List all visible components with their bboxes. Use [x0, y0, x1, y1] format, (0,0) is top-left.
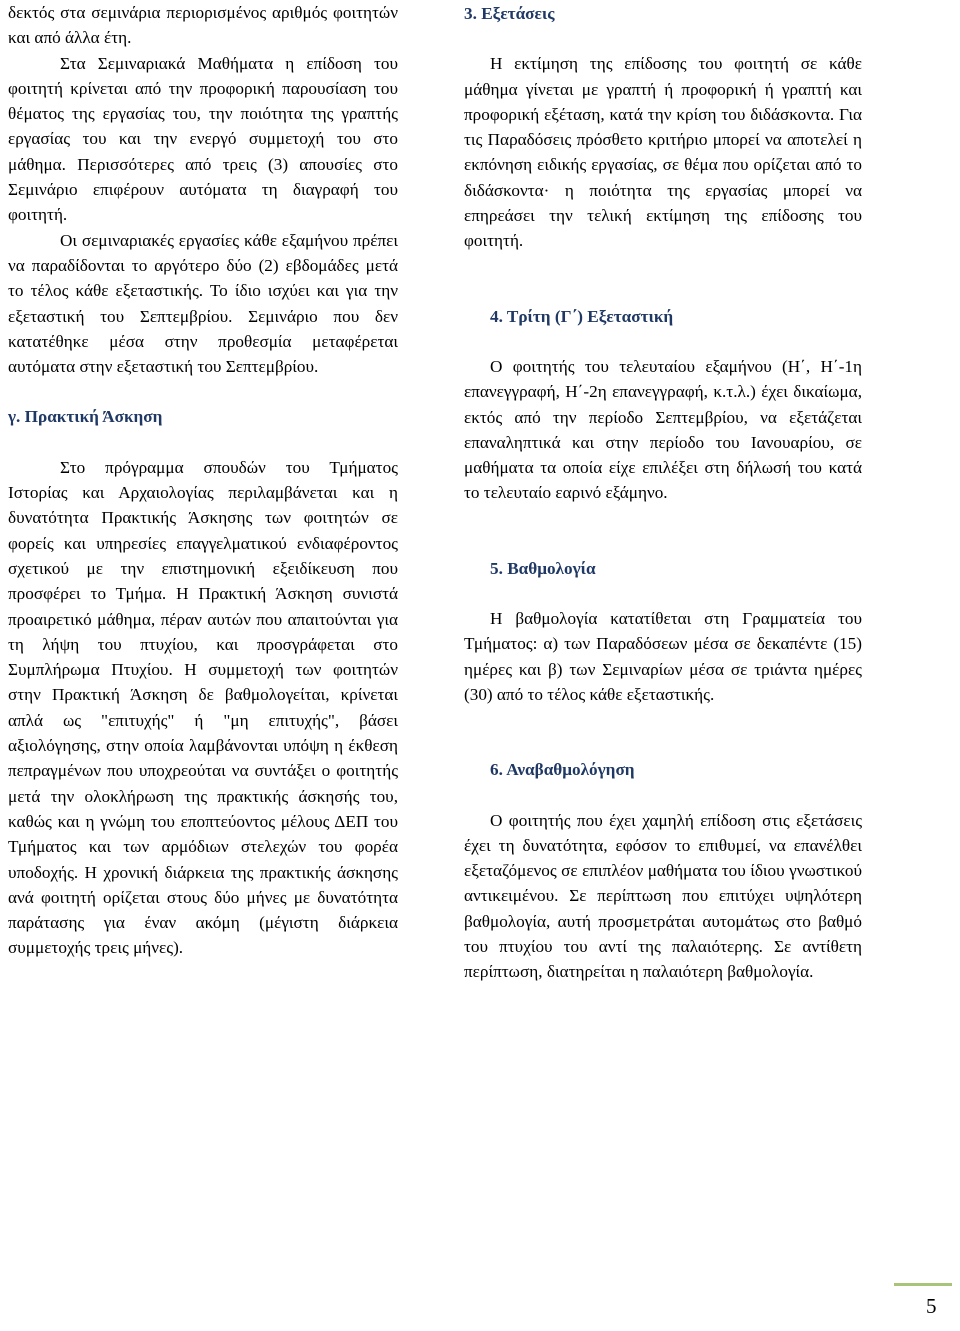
paragraph-grading: Η βαθμολογία κατατίθεται στη Γραμματεία του Τμήματος: α) των Παραδόσεων μέσα σε δεκαπέντε (15) ημέρες και β) των Σεμιναρίων μέσα σε τριάντα ημέρες (30) από το τέλος κάθε εξεταστικής.: [464, 609, 862, 704]
left-column: [8, 0, 446, 961]
page-number: 5: [926, 1294, 937, 1318]
paragraph-seminar-admission: δεκτός στα σεμινάρια περιορισμένος αριθμός φοιτητών και από άλλα έτη.: [8, 3, 398, 48]
paragraph-practical-training: Στο πρόγραμμα σπουδών του Τμήματος Ιστορίας και Αρχαιολογίας περιλαμβάνεται και η δυνατότητα Πρακτικής Άσκησης των φοιτητών σε φορείς και υπηρεσίες επαγγελματικού ενδιαφέροντος σχετικού με την επιστημονική εξειδίκευση που προσφέρει το Τμήμα. Η Πρακτική Άσκηση συνιστά προαιρετικό μάθημα, πέραν αυτών που απαιτούνται για τη λήψη του πτυχίου, και προσγράφεται στο Συμπλήρωμα Πτυχίου. Η συμμετοχή των φοιτητών στην Πρακτική Άσκηση δε βαθμολογείται, κρίνεται απλά ως "επιτυχής" ή "μη επιτυχής", βάσει αξιολόγησης, στην οποία λαμβάνονται υπόψη η έκθεση πεπραγμένων που υποχρεούται να συντάξει ο φοιτητής μετά την ολοκλήρωση της πρακτικής άσκησής του, καθώς και η γνώμη του εποπτεύοντος μέλους ΔΕΠ του Τμήματος και των αρμόδιων στελεχών του φορέα υποδοχής. Η χρονική διάρκεια της πρακτικής άσκησης ανά φοιτητή ορίζεται στους δύο μήνες με δυνατότητα παράτασης για έναν ακόμη (μέγιστη διάρκεια συμμετοχής τρεις μήνες).: [8, 457, 398, 958]
section-heading-regrading: 6. Αναβαθμολόγηση: [490, 760, 635, 780]
right-column: [464, 0, 862, 985]
footer-accent-line: [894, 1283, 952, 1286]
section-heading-grading: 5. Βαθμολογία: [490, 558, 596, 578]
section-heading-exams: 3. Εξετάσεις: [464, 4, 555, 23]
paragraph-seminar-deadlines: Οι σεμιναριακές εργασίες κάθε εξαμήνου πρέπει να παραδίδονται το αργότερο δύο (2) εβδομάδες μετά το τέλος κάθε εξεταστικής. Το ίδιο ισχύει και για την εξεταστική του Σεπτεμβρίου. Σεμινάριο που δεν κατατέθηκε μέσα στην προθεσμία μεταφέρεται αυτόματα στην εξεταστική του Σεπτεμβρίου.: [8, 230, 398, 377]
paragraph-third-exam-period: Ο φοιτητής του τελευταίου εξαμήνου (Η΄, Η΄-1η επανεγγραφή, Η΄-2η επανεγγραφή, κ.τ.λ.) έχει δικαίωμα, εκτός από την περίοδο Σεπτεμβρίου, να εξετάζεται επαναληπτικά και στην περίοδο του Ιανουαρίου, σε μαθήματα τα οποία είχε επιλέξει στη δήλωσή του κατά το τελευταίο εαρινό εξάμηνο.: [464, 356, 862, 503]
paragraph-seminar-assessment: Στα Σεμιναριακά Μαθήματα η επίδοση του φοιτητή κρίνεται από την προφορική παρουσίαση του θέματος της εργασίας του, την ποιότητα της γραπτής εργασίας του και την ενεργό συμμετοχή του στο μάθημα. Περισσότερες από τρεις (3) απουσίες στο Σεμινάριο επιφέρουν αυτόματα τη διαγραφή του φοιτητή.: [8, 53, 398, 225]
section-heading-third-exam-period: 4. Τρίτη (Γ΄) Εξεταστική: [490, 306, 674, 326]
paragraph-exams: Η εκτίμηση της επίδοσης του φοιτητή σε κάθε μάθημα γίνεται με γραπτή ή προφορική ή γραπτή και προφορική εξέταση, κατά την κρίση του διδάσκοντα. Για τις Παραδόσεις πρόσθετο κριτήριο μπορεί να αποτελεί η εκπόνηση ειδικής εργασίας, σε θέμα που ορίζεται από το διδάσκοντα· η ποιότητα της εργασίας μπορεί να επηρεάσει την τελική εκτίμηση της επίδοσης του φοιτητή.: [464, 54, 862, 251]
paragraph-regrading: Ο φοιτητής που έχει χαμηλή επίδοση στις εξετάσεις έχει τη δυνατότητα, εφόσον το επιθυμεί, να επανέλθει εξεταζόμενος σε επιπλέον μαθήματα του ίδιου γνωστικού αντικειμένου. Σε περίπτωση που επιτύχει υψηλότερη βαθμολογία, αυτή προσμετράται αυτομάτως στο βαθμό του πτυχίου του αντί της παλαιότερης. Σε αντίθετη περίπτωση, διατηρείται η παλαιότερη βαθμολογία.: [464, 810, 862, 982]
section-heading-practical-training: γ. Πρακτική Άσκηση: [8, 407, 163, 427]
